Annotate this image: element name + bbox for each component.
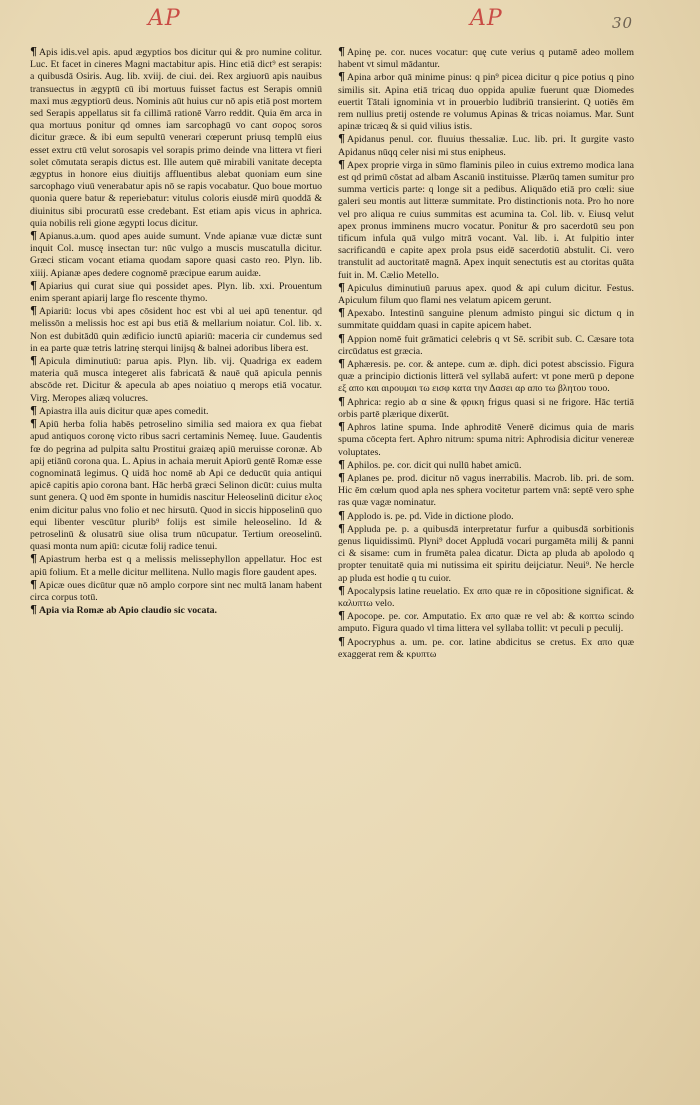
dictionary-entry: [30, 355, 322, 405]
pilcrow-icon: ¶: [338, 583, 345, 597]
pilcrow-icon: ¶: [30, 304, 37, 318]
pilcrow-icon: ¶: [30, 229, 37, 243]
dictionary-entry: [30, 579, 322, 604]
dictionary-entry: [30, 46, 322, 230]
marginal-annotation-middle: AP: [470, 6, 503, 31]
entry-text: Apocryphus a. um. pe. cor. latine abdicitus se cretus. Ex απο quæ exaggerat rem & κρυπτω: [338, 636, 634, 660]
pilcrow-icon: ¶: [30, 278, 37, 292]
entry-text: Apidanus penul. cor. fluuius thessaliæ. Luc. lib. pri. It gurgite vasto Apidanus nūqq celer nisi mi stus enipheus.: [338, 134, 634, 158]
entry-text: Apocalypsis latine reuelatio. Ex απο quæ re in cōpositione significat. & καλυπτω velo.: [338, 585, 634, 609]
dictionary-entry: [30, 305, 322, 355]
pilcrow-icon: ¶: [30, 45, 37, 58]
dictionary-entry: [338, 46, 634, 71]
entry-text: Appluda pe. p. a quibusdā interpretatur furfur a quibusdā sorbitionis genus liquidissimū. Plyni⁹ docet Appludā vocari purgamēta milij & panni ci & sisame: cum in frumēta palea dicatur. Dicta ap pluda ab apolodo q propter tenuitatē quia mi nutissima eit spiritu deijciatur. Neui⁹. Ne hercle ap pluda est hodie q tu cuior.: [338, 523, 634, 584]
pilcrow-icon: ¶: [30, 354, 37, 368]
entry-text: Apiastra illa auis dicitur quæ apes comedit.: [39, 405, 209, 417]
entry-text: Aphæresis. pe. cor. & antepe. cum æ. diph. dici potest abscissio. Figura quæ a principio dictionis litterā vel syllabā aufert: vt pone merū p depone εξ απο και αιρουμαι τω εισφ κατα την Δασει αρ απο τω βλητου τουο.: [338, 359, 634, 395]
pilcrow-icon: ¶: [338, 470, 345, 484]
entry-text: Apex proprie virga in sūmo flaminis pileo in cuius extremo modica lana est qd primū cōstat ad albam Ascaniū instituisse. Plærūq tamen sumitur pro summa verticis parte: q longe sit a pedibus. Aliquādo etiā pro cœli: siue galeri seu montis aut litteræ summitate. Pro distinctionis nota. Pro ho nore vel pro aliqua re cuius summitas est acumina ta. Col. lib. v. Eiusq velut apex pronus imminens mucro vocatur. Ponitur & pro sacerdotū seu pon tificum infula quā vulgo mitrā vocant. Val. lib. i. At fulpitio inter sacrificandū e capite apex prola psus eidē sacerdotiū abstulit. Ci. vero transtulit ad auctoritatē magnā. Apex inquit senectutis est au ctoritas quāta fuit in. M. Cælio Metello.: [338, 159, 634, 281]
pilcrow-icon: ¶: [338, 45, 345, 58]
entry-text: Apexabo. Intestinū sanguine plenum admisto pingui sic dictum q in summitate quiddam quasi in capite apicem habet.: [338, 308, 634, 332]
pilcrow-icon: ¶: [338, 306, 345, 320]
page-number: 30: [612, 14, 634, 32]
entry-text: Apis idis.vel apis. apud ægyptios bos dicitur qui & pro numine colitur. Luc. Et facet in cineres Magni mactabitur apis. Hinc etiā dict⁹ est serapis: a quibusdā Osiris. Aug. lib. xviij. de ciui. dei. Rex argiuorū apis nauibus transuectus in ægyptū cū ibi mortuus fuisset factus est Serapis omniū maxi mus ægyptiorū deus. Nominis aūt huius cur nō apis etiā post mortem sed Serapis appellatus sit fa cillimā rationē Varro reddit. Quia ēm arca in qua mortuus ponitur qd omnes iam sarcophagū vo cant σορος soros dicitur græce. & ibi eum sepultū venerari cœperunt priusq templū eius esset extru ctū velut sorosapis vel sorapis primo deinde vna littera vt fieri solet cōmutata serapis dictus est. Ille autem quē mirabili vanitate decepta ægyptus in honore eius diuitijs affluentibus alebat quoniam eum sine sarcophago viuū venerabatur apis nō se rapis vocabatur. Quo boue mortuo quonia quere batur & reperiebatur: vitulus coloris eiusdē mirū quoddā & diuinitus sibi procuratū esse credebant. Est etiam apis vicus in aphrica. quia nobilis reli gione ægypti locus dicitur.: [30, 47, 322, 229]
right-column: [338, 46, 634, 661]
dictionary-entry: [338, 459, 634, 472]
pilcrow-icon: ¶: [338, 280, 345, 294]
dictionary-entry: [338, 133, 634, 158]
dictionary-entry: [30, 230, 322, 280]
pilcrow-icon: ¶: [338, 357, 345, 371]
pilcrow-icon: ¶: [338, 521, 345, 535]
pilcrow-icon: ¶: [338, 70, 345, 84]
pilcrow-icon: ¶: [30, 552, 37, 566]
entry-text: Apiculus diminutiuū paruus apex. quod & api culum dicitur. Festus. Apiculum filum quo flami nes velatum apicem gerunt.: [338, 282, 634, 307]
dictionary-entry: [338, 358, 634, 396]
dictionary-entry: [30, 280, 322, 305]
dictionary-entry: [338, 71, 634, 133]
entry-text: Apocope. pe. cor. Amputatio. Ex απο quæ re vel ab: & κοπτω scindo amputo. Figura quado vl tima littera vel syllaba tollit: vt peculi p peculij.: [338, 611, 634, 635]
pilcrow-icon: ¶: [338, 331, 345, 345]
entry-text: Apicæ oues dicūtur quæ nō amplo corpore sint nec multā lanam habent circa corpus totū.: [30, 579, 322, 603]
pilcrow-icon: ¶: [338, 420, 345, 434]
entry-text: Aphilos. pe. cor. dicit qui nullū habet amicū.: [347, 459, 522, 471]
entry-text: Apia via Romæ ab Apio claudio sic vocata.: [39, 605, 217, 617]
pilcrow-icon: ¶: [338, 157, 345, 171]
dictionary-entry: [338, 636, 634, 661]
pilcrow-icon: ¶: [338, 132, 345, 146]
dictionary-entry: [338, 510, 634, 523]
entry-text: Aplanes pe. prod. dicitur nō vagus inerrabilis. Macrob. lib. pri. de som. Hic ēm cœlum quod apla nes sphera vocitetur partem vnā: septē vero sphe ras quæ vagæ nominatur.: [338, 472, 634, 509]
pilcrow-icon: ¶: [30, 417, 37, 431]
dictionary-entry: [338, 421, 634, 459]
dictionary-entry: [338, 333, 634, 358]
dictionary-entry: [30, 418, 322, 553]
entry-text: Apiarius qui curat siue qui possidet apes. Plyn. lib. xxi. Prouentum enim sperant apiarij large flo rescente thymo.: [30, 280, 322, 305]
left-column: [30, 46, 322, 617]
pilcrow-icon: ¶: [338, 634, 345, 648]
entry-text: Apicula diminutiuū: parua apis. Plyn. lib. vij. Quadriga ex eadem materia quā musca integeret alis fabricatā & nauē quā apicula pennis abscōde ret. Dicitur & apecula ab apes noiatiuo q merops etiā vocatur. Virg. Meropes aliæq volucres.: [30, 356, 322, 404]
pilcrow-icon: ¶: [30, 603, 37, 617]
dictionary-entry: [30, 405, 322, 418]
entry-text: Aphrica: regio ab α sine & φρικη frigus quasi si ne frigore. Hāc tertiā orbis partē plærique dixerūt.: [338, 396, 634, 420]
pilcrow-icon: ¶: [338, 609, 345, 623]
dictionary-entry: [338, 472, 634, 510]
entry-text: Apianus.a.um. quod apes auide sumunt. Vnde apianæ vuæ dictæ sunt inquit Col. muscę insectan tur: nūc vulgo a muscis muscatulla dicitur. Græci sticam vocant etiama quodam sapore quasi casto reo. Plyn. lib. xiiij. Apianæ apes dedere cognomē præcipue earum auidæ.: [30, 231, 322, 279]
dictionary-entry: [338, 585, 634, 610]
dictionary-entry: [338, 307, 634, 332]
pilcrow-icon: ¶: [338, 457, 345, 471]
entry-text: Aphros latine spuma. Inde aphroditē Venerē dicimus quia de maris spuma cōcepta fert. Aphro nitrum: spuma nitri: Aphrodisia dicitur venereæ voluptates.: [338, 422, 634, 458]
dictionary-entry: [338, 610, 634, 635]
entry-text: Apina arbor quā minime pinus: q pin⁹ picea dicitur q pice potius q pino similis sit. Apina etiā tricaq duo oppida apuliæ fuerunt quæ Diomedes euertit Tātali ignominia vt in prouerbio ludibriū transierint. Q uotiēs ēm rem nullius pretij ostende re volumus Apinas & tricas noiamus. Mar. Sunt apinæ tricæq & si quid vilius istis.: [338, 72, 634, 133]
entry-text: Applodo is. pe. pd. Vide in dictione plodo.: [347, 510, 514, 522]
entry-text: Apinę pe. cor. nuces vocatur: quę cute verius q putamē adeo mollem habent vt simul mādantur.: [338, 47, 634, 71]
marginal-annotation-left: AP: [148, 6, 181, 31]
dictionary-entry: [338, 282, 634, 307]
entry-text: Apiastrum herba est q a melissis melissephyllon appellatur. Hoc est apiū folium. Et a melle dicitur mellitena. Nullo magis flore gaudent apes.: [30, 554, 322, 578]
entry-text: Appion nomē fuit grāmatici celebris q vt Sē. scribit sub. C. Cæsare tota circūdatus est græcia.: [338, 333, 634, 357]
dictionary-entry: [30, 553, 322, 578]
dictionary-entry: [30, 604, 322, 617]
dictionary-entry: [338, 159, 634, 282]
pilcrow-icon: ¶: [30, 403, 37, 417]
dictionary-entry: [338, 523, 634, 585]
pilcrow-icon: ¶: [30, 577, 37, 591]
dictionary-entry: [338, 396, 634, 421]
pilcrow-icon: ¶: [338, 508, 345, 522]
entry-text: Apiariū: locus vbi apes cōsident hoc est vbi al uei apū tenentur. qd melissōn a melissis hoc est api bus etiā & mellarium noiatur. Col. lib. x. Non est dubitādū quin ædificio iunctū apiariū: maceria cir cundemus sed in ea parte quæ tetris latrinę sterqui linijsq & balnei adoribus libera est.: [30, 306, 322, 354]
pilcrow-icon: ¶: [338, 394, 345, 408]
entry-text: Apiū herba folia habēs petroselino similia sed maiora ex qua fiebat apud antiquos coronę victo ribus sacri certaminis Nemeę. Iuue. Gaudentis fœ do pegrina ad pulpita saltu Prostitui graiæq apiū meruisse coronæ. Ab apij etiānū corona qua. L. Apius in achaia meruit Apiorū gentē Romæ esse cognominatā legimus. Q uidā hoc nomē ab Api ce deducūt quia antiqui apicē capitis apio corona bant. Hāc herbā græci Selinon dicūt: cuius multa sunt genera. Q uod ēm sponte in humidis nascitur Heleoselinū dicitur ελος enim dicitur palus vno folio et nec hirsutū. Quod in siccis hipposelinū quo equi libenter vescūtur plurib⁹ folijs est simile heleoselino. Id & petroselinū & olusatrū siue olisa trum nūcupatur. Tertium oreoselinū. quasi monta num apiū: cicutæ folij radice tenui.: [30, 419, 322, 553]
